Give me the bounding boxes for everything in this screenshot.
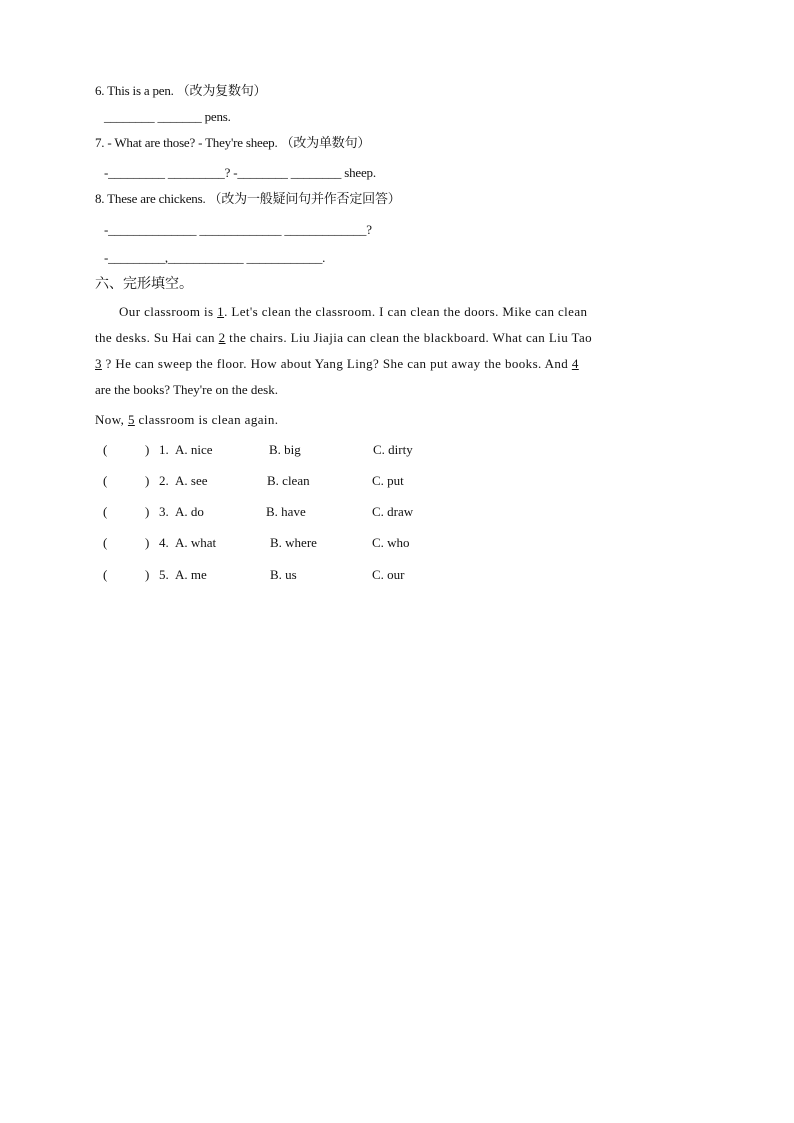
question-8-prompt: 8. These are chickens. （改为一般疑问句并作否定回答） [95,191,401,206]
answer-paren-close: ) [145,473,150,488]
option-a: A. me [175,567,207,582]
question-7-answer-line: -_________ _________? -________ ________ sheep. [104,165,376,180]
option-c: C. our [372,567,405,582]
blank-2: 2 [218,330,226,345]
question-7-prompt: 7. - What are those? - They're sheep. （改为单数句） [95,135,371,150]
blank-4: 4 [571,356,579,371]
section-6-heading: 六、完形填空。 [95,277,193,292]
answer-paren-open: ( [103,567,108,582]
option-b: B. where [270,535,317,550]
answer-paren-open: ( [103,442,108,457]
option-b: B. clean [267,473,310,488]
option-c: C. who [372,535,410,550]
option-number: 3. [159,504,169,519]
option-b: B. us [270,567,297,582]
passage-text: . Let's clean the classroom. I can clean the doors. Mike can clean [224,304,588,319]
answer-paren-open: ( [103,504,108,519]
question-8-answer-line-2: -_________,____________ ____________. [104,250,326,265]
option-c: C. put [372,473,404,488]
answer-paren-open: ( [103,535,108,550]
option-c: C. dirty [373,442,413,457]
option-number: 4. [159,535,169,550]
blank-3: 3 [95,356,102,371]
option-b: B. have [266,504,306,519]
passage-text: the chairs. Liu Jiajia can clean the blackboard. What can Liu Tao [225,330,593,345]
question-8-answer-line-1: -______________ _____________ _____________? [104,222,372,237]
passage-line-2 [95,330,592,346]
passage-text: Now, [95,412,128,427]
passage-text: ? He can sweep the floor. How about Yang Ling? She can put away the books. And [101,356,572,371]
passage-line-1 [119,304,587,320]
option-a: A. what [175,535,217,550]
option-b: B. big [269,442,301,457]
answer-paren-close: ) [145,535,150,550]
option-a: A. nice [175,442,213,457]
option-a: A. see [175,473,208,488]
passage-line-5 [95,412,278,428]
question-6-answer-line: ________ _______ pens. [104,109,231,124]
answer-paren-open: ( [103,473,108,488]
passage-line-4: are the books? They're on the desk. [95,382,278,397]
answer-paren-close: ) [145,567,150,582]
blank-5: 5 [127,412,135,427]
option-a: A. do [175,504,204,519]
option-number: 2. [159,473,169,488]
passage-text: the desks. Su Hai can [95,330,219,345]
passage-text: classroom is clean again. [134,412,279,427]
passage-line-3 [95,356,579,372]
option-c: C. draw [372,504,414,519]
answer-paren-close: ) [145,442,150,457]
passage-text: Our classroom is [119,304,218,319]
answer-paren-close: ) [145,504,150,519]
question-6-prompt: 6. This is a pen. （改为复数句） [95,83,267,98]
blank-1: 1 [217,304,225,319]
option-number: 5. [159,567,169,582]
option-number: 1. [159,442,169,457]
